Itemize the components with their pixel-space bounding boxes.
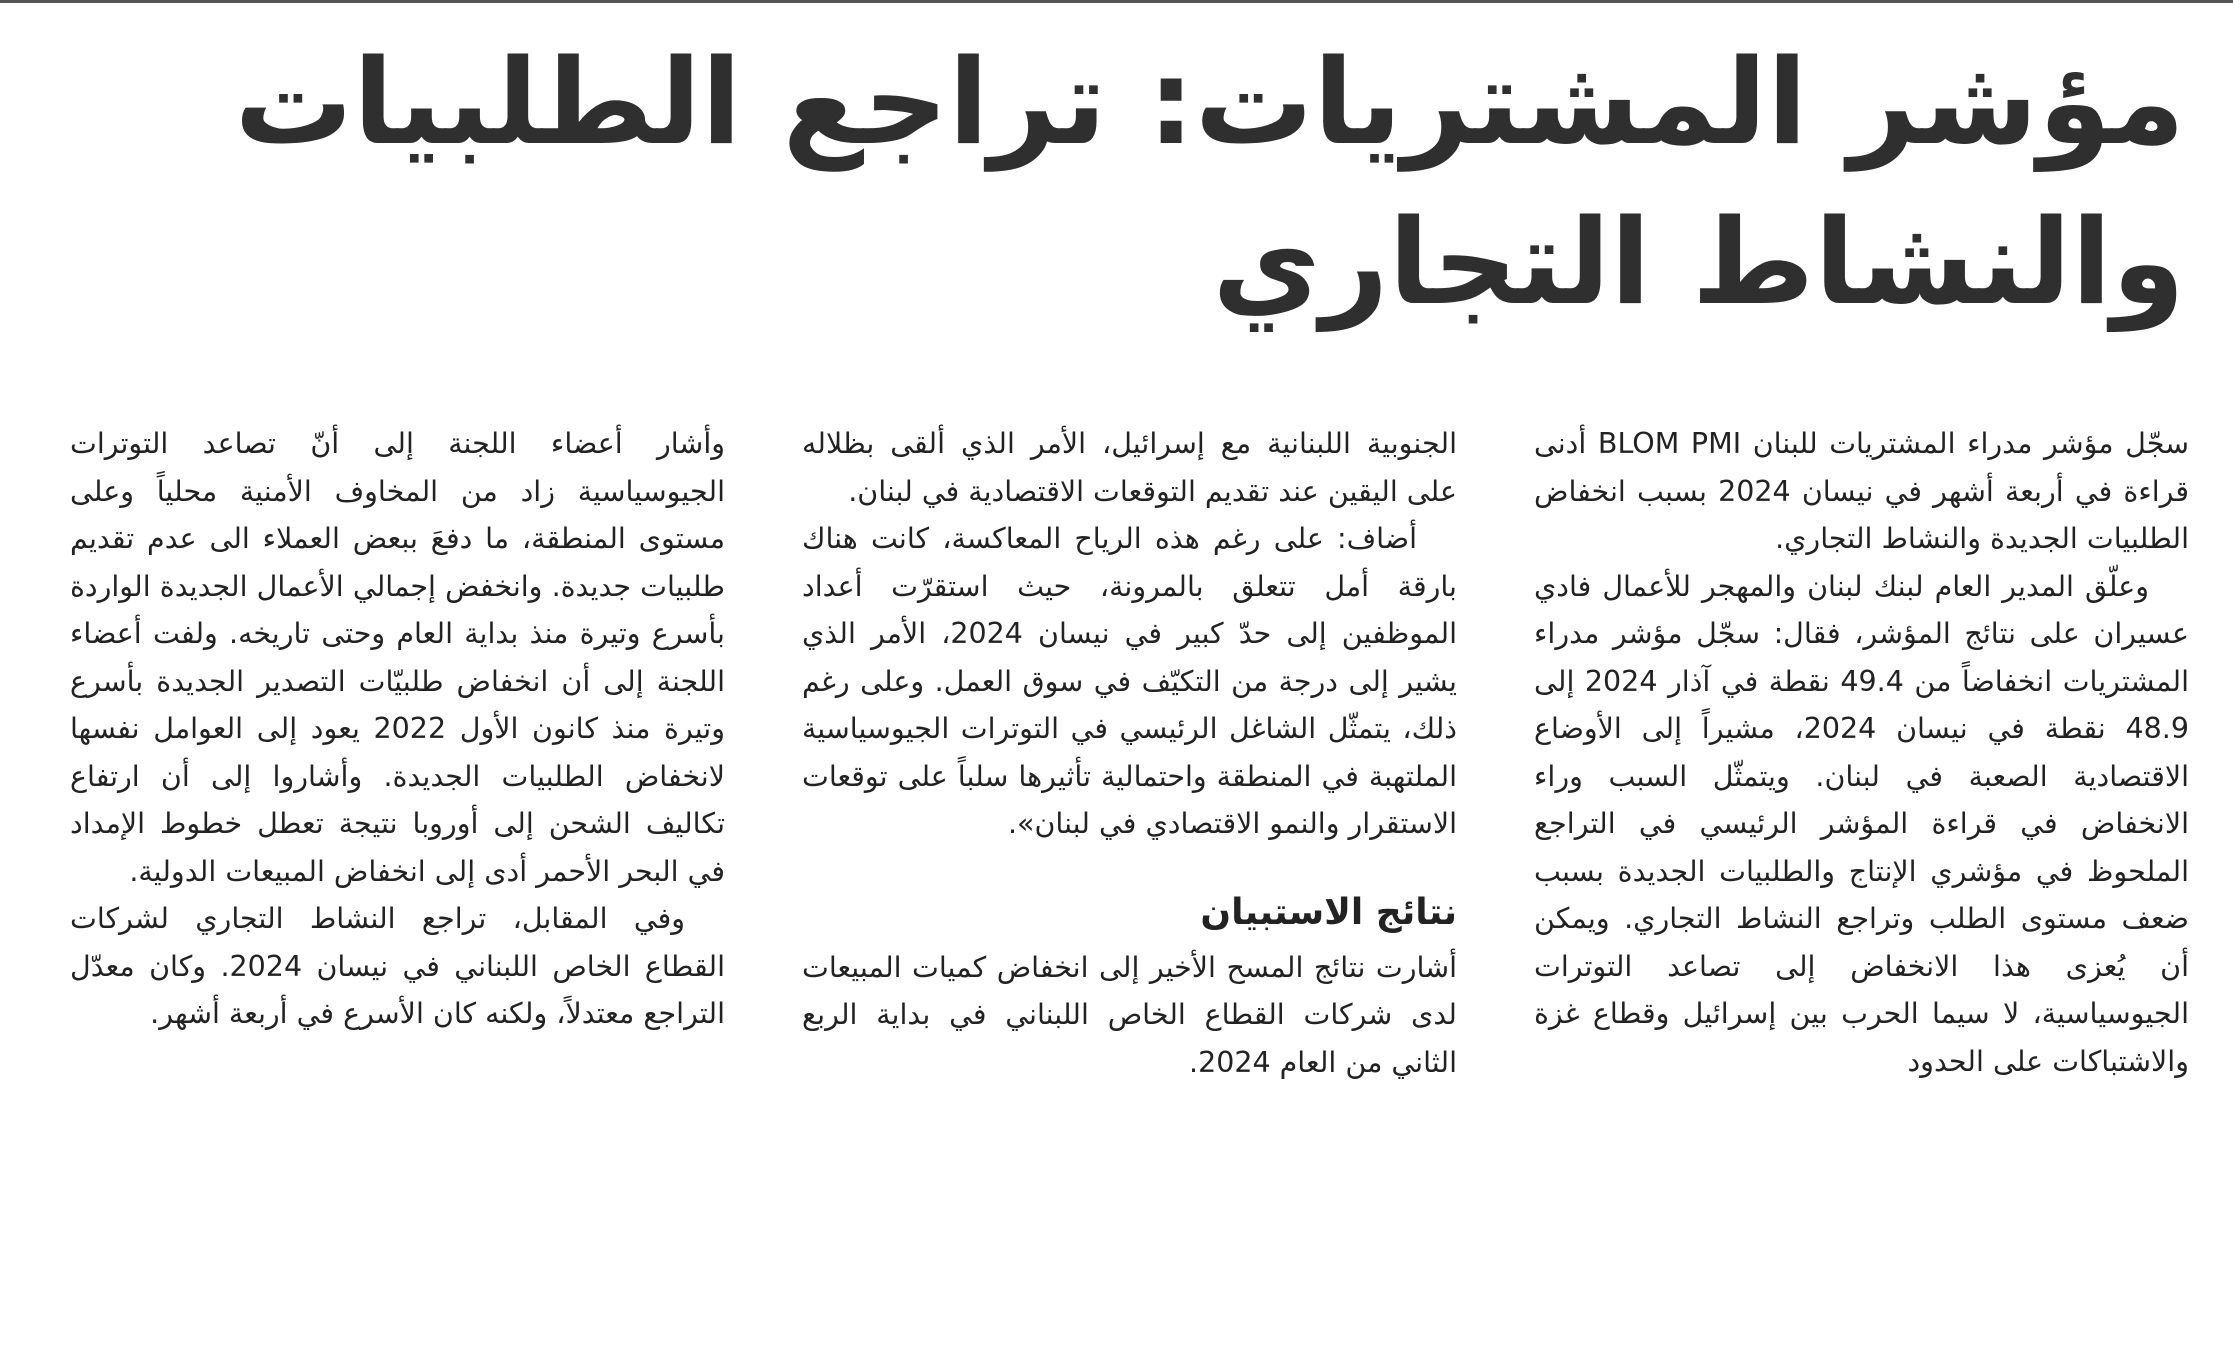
paragraph: وأشار أعضاء اللجنة إلى أنّ تصاعد التوترات الجيوسياسية زاد من المخاوف الأمنية محلياً وعلى مستوى المنطقة، ما دفعَ ببعض العملاء الى عدم تقديم طلبيات جديدة. وانخفض إجمالي الأعمال الجديدة الواردة بأسرع وتيرة منذ بداية العام وحتى تاريخه. ولفت أعضاء اللجنة إلى أن انخفاض طلبيّات التصدير الجديدة بأسرع وتيرة منذ كانون الأول 2022 يعود إلى العوامل نفسها لانخفاض الطلبيات الجديدة. وأشاروا إلى أن ارتفاع تكاليف الشحن إلى أوروبا نتيجة تعطل خطوط الإمداد في البحر الأحمر أدى إلى انخفاض المبيعات الدولية.	[70, 427, 725, 888]
column-right	[1534, 420, 2189, 1085]
column-left	[70, 420, 725, 1038]
paragraph: وعلّق المدير العام لبنك لبنان والمهجر للأعمال فادي عسيران على نتائج المؤشر، فقال: سجّل مؤشر مدراء المشتريات انخفاضاً من 49.4 نقطة في آذار 2024 إلى 48.9 نقطة في نيسان 2024، مشيراً إلى الأوضاع الاقتصادية الصعبة في لبنان. ويتمثّل السبب وراء الانخفاض في قراءة المؤشر الرئيسي في التراجع الملحوظ في مؤشري الإنتاج والطلبيات الجديدة بسبب ضعف مستوى الطلب وتراجع النشاط التجاري. ويمكن أن يُعزى هذا الانخفاض إلى تصاعد التوترات الجيوسياسية، لا سيما الحرب بين إسرائيل وقطاع غزة والاشتباكات على الحدود	[1534, 569, 2189, 1078]
column-middle	[802, 420, 1457, 1086]
paragraph: وفي المقابل، تراجع النشاط التجاري لشركات القطاع الخاص اللبناني في نيسان 2024. وكان معدّل التراجع معتدلاً، ولكنه كان الأسرع في أربعة أشهر.	[70, 902, 725, 1030]
headline-line-1: مؤشر المشتريات: تراجع الطلبيات	[234, 33, 2185, 171]
section-subhead: نتائج الاستبيان	[1200, 891, 1457, 933]
paragraph: أشارت نتائج المسح الأخير إلى انخفاض كميات المبيعات لدى شركات القطاع الخاص اللبناني في بداية الربع الثاني من العام 2024.	[802, 950, 1457, 1079]
headline-line-2: والنشاط التجاري	[1212, 193, 2185, 331]
top-rule	[0, 0, 2233, 3]
paragraph: سجّل مؤشر مدراء المشتريات للبنان BLOM PMI أدنى قراءة في أربعة أشهر في نيسان 2024 بسبب انخفاض الطلبيات الجديدة والنشاط التجاري.	[1534, 427, 2190, 555]
paragraph: الجنوبية اللبنانية مع إسرائيل، الأمر الذي ألقى بظلاله على اليقين عند تقديم التوقعات الاقتصادية في لبنان.	[802, 427, 1457, 508]
paragraph: أضاف: على رغم هذه الرياح المعاكسة، كانت هناك بارقة أمل تتعلق بالمرونة، حيث استقرّت أعداد الموظفين إلى حدّ كبير في نيسان 2024، الأمر الذي يشير إلى درجة من التكيّف في سوق العمل. وعلى رغم ذلك، يتمثّل الشاغل الرئيسي في التوترات الجيوسياسية الملتهبة في المنطقة واحتمالية تأثيرها سلباً على توقعات الاستقرار والنمو الاقتصادي في لبنان».	[802, 522, 1457, 840]
article-headline	[45, 22, 2185, 342]
